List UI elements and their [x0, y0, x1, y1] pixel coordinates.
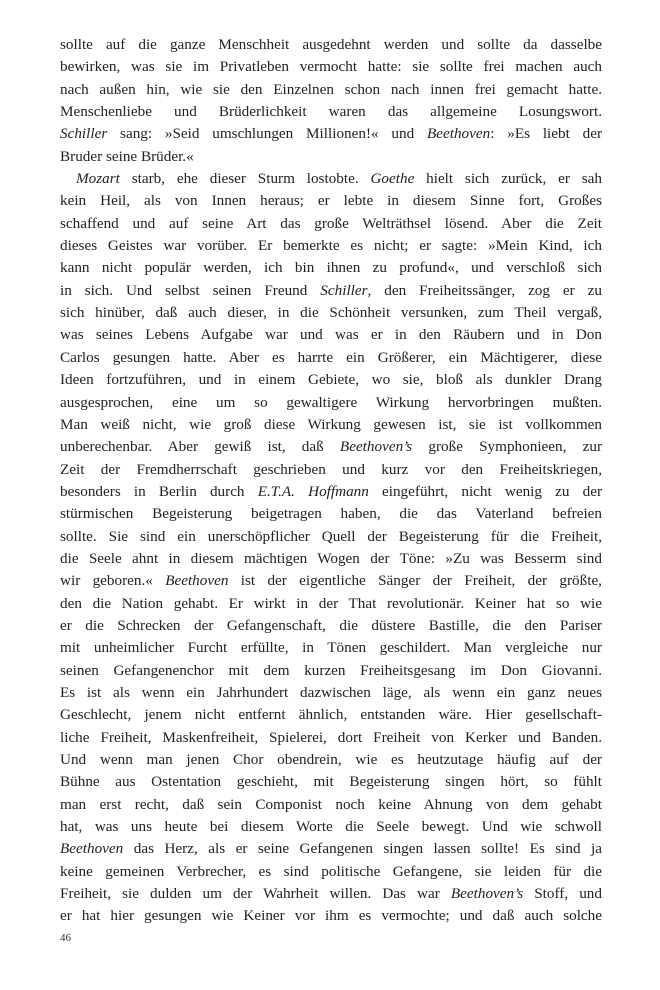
- italic-name: Mozart: [76, 170, 120, 188]
- text-line: [60, 771, 602, 793]
- text-segment: Stoff, und: [523, 885, 602, 903]
- italic-name: Beethoven’s: [339, 438, 413, 456]
- text-segment: sich hinüber, daß auch dieser, in die Schönheit versunken, zum Theil vergaß,: [60, 304, 602, 322]
- text-segment: eingeführt, nicht wenig zu der: [368, 482, 603, 500]
- text-line: [60, 56, 602, 78]
- text-line: [60, 548, 602, 570]
- text-segment: man erst recht, daß sein Componist noch keine Ahnung von dem gehabt: [60, 795, 602, 813]
- text-line: [60, 168, 602, 190]
- text-line: [60, 660, 602, 682]
- text-line: [60, 682, 602, 704]
- italic-name: Schiller: [60, 125, 108, 143]
- text-line: [60, 123, 602, 145]
- text-segment: , den Freiheitssänger, zog er zu: [367, 281, 603, 299]
- text-segment: bewirken, was sie im Privatleben vermocht hatte: sie sollte frei machen auch: [60, 58, 602, 76]
- italic-name: Beethoven: [165, 572, 229, 590]
- text-line: [60, 347, 602, 369]
- text-line: [60, 101, 602, 123]
- text-line: [60, 570, 602, 592]
- text-segment: keine gemeinen Verbrecher, es sind politische Gefangene, sie leiden für die: [60, 862, 602, 880]
- text-segment: sollte. Sie sind ein unerschöpflicher Quell der Begeisterung für die Freiheit,: [60, 527, 602, 545]
- text-line: [60, 302, 602, 324]
- italic-name: Schiller: [320, 281, 368, 299]
- text-line: [60, 213, 602, 235]
- text-segment: hat, was uns heute bei diesem Worte die Seele bewegt. Und wie schwoll: [60, 818, 602, 836]
- text-line: [60, 861, 602, 883]
- text-line: [60, 235, 602, 257]
- italic-name: Beethoven’s: [450, 885, 524, 903]
- text-segment: er die Schrecken der Gefangenschaft, die düstere Bastille, die den Pariser: [60, 616, 602, 634]
- text-segment: unberechenbar. Aber gewiß ist, daß: [60, 438, 340, 456]
- text-line: [60, 190, 602, 212]
- text-segment: dieses Geistes war vorüber. Er bemerkte es nicht; er sagte: »Mein Kind, ich: [60, 237, 602, 255]
- text-segment: : »Es liebt der: [490, 125, 602, 143]
- text-segment: Carlos gesungen hatte. Aber es harrte ein Größerer, ein Mächtigerer, diese: [60, 348, 602, 366]
- text-segment: hielt sich zurück, er sah: [414, 170, 602, 188]
- text-line: [60, 392, 602, 414]
- text-line: [60, 593, 602, 615]
- text-segment: starb, ehe dieser Sturm lostobte.: [119, 170, 371, 188]
- text-segment: besonders in Berlin durch: [60, 482, 258, 500]
- italic-name: E.T.A. Hoffmann: [257, 482, 369, 500]
- text-line: [60, 838, 602, 860]
- text-line: [60, 414, 602, 436]
- text-segment: die Seele ahnt in diesem mächtigen Wogen der Töne: »Zu was Besserm sind: [60, 549, 602, 567]
- text-line: [60, 34, 602, 56]
- text-line: [60, 436, 602, 458]
- text-segment: Bruder seine Brüder.«: [60, 147, 194, 165]
- text-segment: nach außen hin, wie sie den Einzelnen schon nach innen frei gemacht hatte.: [60, 80, 602, 98]
- text-line: [60, 459, 602, 481]
- italic-name: Goethe: [370, 170, 415, 188]
- text-segment: seinen Gefangenenchor mit dem kurzen Freiheitsgesang im Don Giovanni.: [60, 661, 602, 679]
- text-line: [60, 257, 602, 279]
- text-segment: Freiheit, sie dulden um der Wahrheit willen. Das war: [60, 885, 451, 903]
- italic-name: Beethoven: [60, 840, 124, 858]
- text-line: [60, 816, 602, 838]
- text-segment: wir geboren.«: [60, 572, 166, 590]
- text-line: [60, 503, 602, 525]
- text-segment: den die Nation gehabt. Er wirkt in der That revolutionär. Keiner hat so wie: [60, 594, 602, 612]
- text-segment: große Symphonieen, zur: [412, 438, 602, 456]
- body-text: [60, 34, 602, 928]
- text-segment: ausgesprochen, eine um so gewaltigere Wirkung hervorbringen mußten.: [60, 393, 602, 411]
- text-segment: Menschenliebe und Brüderlichkeit waren das allgemeine Losungswort.: [60, 103, 602, 121]
- text-segment: sang: »Seid umschlungen Millionen!« und: [107, 125, 427, 143]
- text-line: [60, 905, 602, 927]
- text-line: [60, 637, 602, 659]
- text-line: [60, 280, 602, 302]
- text-line: [60, 146, 602, 168]
- text-line: [60, 704, 602, 726]
- text-segment: das Herz, als er seine Gefangenen singen lassen sollte! Es sind ja: [123, 840, 602, 858]
- text-segment: in sich. Und selbst seinen Freund: [60, 281, 321, 299]
- text-segment: Geschlecht, jenem nicht entfernt ähnlich, entstanden wäre. Hier gesellschaft-: [60, 706, 602, 724]
- text-segment: Bühne aus Ostentation geschieht, mit Begeisterung singen hört, so fühlt: [60, 773, 602, 791]
- text-segment: schaffend und auf seine Art das große Welträthsel lösend. Aber die Zeit: [60, 214, 602, 232]
- text-segment: Man weiß nicht, wie groß diese Wirkung gewesen ist, sie ist vollkommen: [60, 415, 602, 433]
- text-segment: stürmischen Begeisterung beigetragen haben, die das Vaterland befreien: [60, 505, 602, 523]
- text-segment: Ideen fortzuführen, und in einem Gebiete, wo sie, bloß als dunkler Drang: [60, 371, 602, 389]
- text-segment: Und wenn man jenen Chor obendrein, wie es heutzutage häufig auf der: [60, 751, 602, 768]
- text-segment: kein Heil, als von Innen heraus; er lebte in diesem Sinne fort, Großes: [60, 192, 602, 210]
- text-segment: kann nicht populär werden, ich bin ihnen zu profund«, und verschloß sich: [60, 259, 602, 277]
- text-line: [60, 526, 602, 548]
- text-segment: ist der eigentliche Sänger der Freiheit, der größte,: [228, 572, 602, 590]
- page-number: 46: [60, 932, 71, 944]
- text-line: [60, 749, 602, 771]
- text-segment: mit unheimlicher Furcht erfüllte, in Tönen geschildert. Man vergleiche nur: [60, 639, 602, 657]
- text-line: [60, 79, 602, 101]
- text-segment: sollte auf die ganze Menschheit ausgedehnt werden und sollte da dasselbe: [60, 36, 602, 53]
- italic-name: Beethoven: [426, 125, 491, 143]
- text-segment: Zeit der Fremdherrschaft geschrieben und kurz vor den Freiheitskriegen,: [60, 460, 602, 478]
- text-line: [60, 481, 602, 503]
- text-segment: liche Freiheit, Maskenfreiheit, Spielerei, dort Freiheit von Kerker und Banden.: [60, 728, 602, 746]
- text-line: [60, 727, 602, 749]
- text-segment: Es ist als wenn ein Jahrhundert dazwischen läge, als wenn ein ganz neues: [60, 683, 602, 701]
- text-segment: er hat hier gesungen wie Keiner vor ihm es vermochte; und daß auch solche: [60, 907, 602, 925]
- text-line: [60, 615, 602, 637]
- text-line: [60, 794, 602, 816]
- text-line: [60, 324, 602, 346]
- text-line: [60, 369, 602, 391]
- text-segment: was seines Lebens Aufgabe war und was er in den Räubern und in Don: [60, 326, 602, 344]
- text-line: [60, 883, 602, 905]
